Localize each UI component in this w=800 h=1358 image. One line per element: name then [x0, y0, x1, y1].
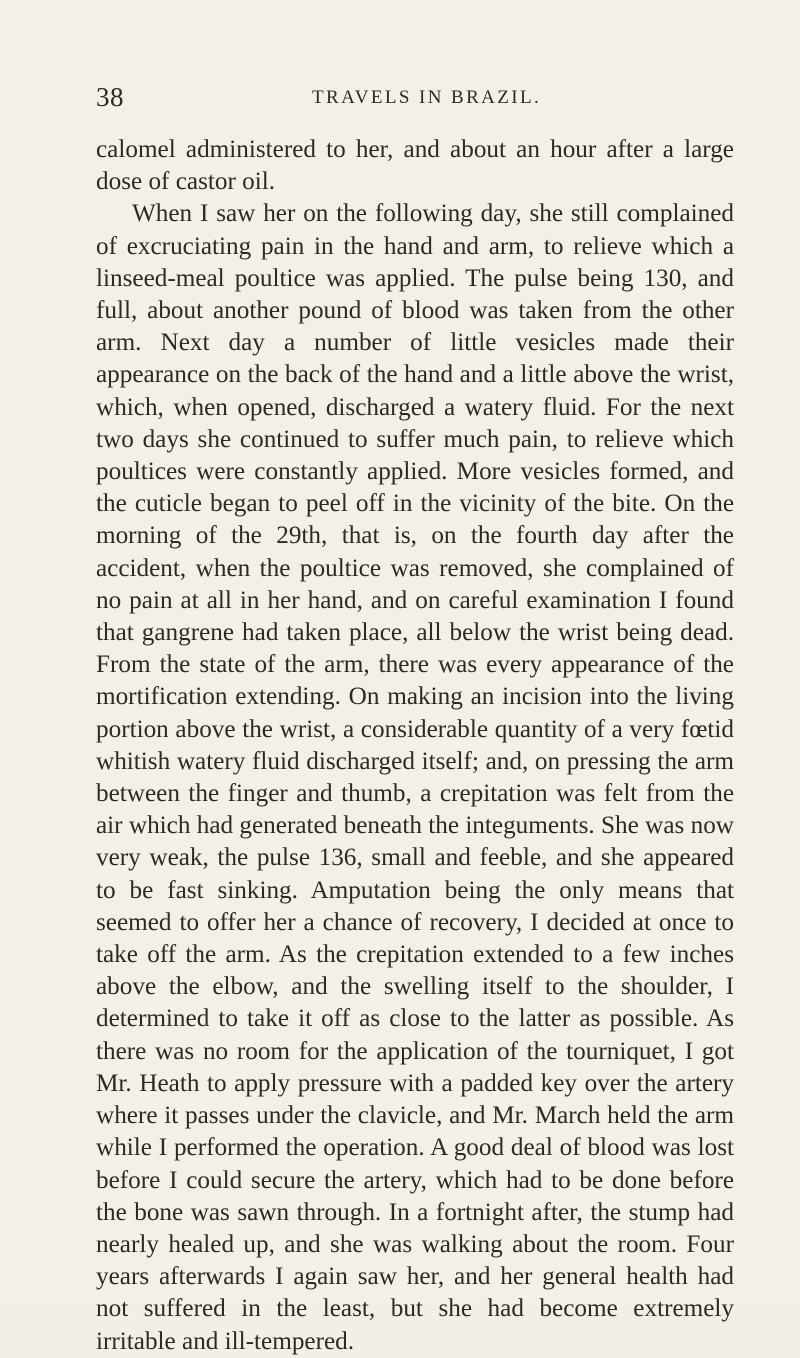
body-text: [96, 134, 734, 1358]
page-header: [96, 82, 726, 112]
paragraph-continued: calomel administered to her, and about an hour after a large dose of castor oil.: [96, 136, 734, 196]
paragraph-case-description: When I saw her on the following day, she still complained of excruciating pain in the hand and arm, to relieve which a linseed-meal poultice was applied. The pulse being 130, and full, about another pound of blood was taken from the other arm. Next day a number of little vesicles made their appearance on the back of the hand and a little above the wrist, which, when opened, discharged a watery fluid. For the next two days she continued to suffer much pain, to relieve which poultices were constantly applied. More vesicles formed, and the cuticle began to peel off in the vicinity of the bite. On the morning of the 29th, that is, on the fourth day after the accident, when the poultice was removed, she complained of no pain at all in her hand, and on careful examination I found that gangrene had taken place, all below the wrist being dead. From the state of the arm, there was every appearance of the mortification extending. On making an incision into the living portion above the wrist, a considerable quantity of a very fœtid whitish watery fluid discharged itself; and, on pressing the arm between the finger and thumb, a crepitation was felt from the air which had generated beneath the integuments. She was now very weak, the pulse 136, small and feeble, and she appeared to be fast sinking. Amputation being the only means that seemed to offer her a chance of recovery, I decided at once to take off the arm. As the crepitation extended to a few inches above the elbow, and the swelling itself to the shoulder, I determined to take it off as close to the latter as possible. As there was no room for the application of the tourniquet, I got Mr. Heath to apply pressure with a padded key over the artery where it passes under the clavicle, and Mr. March held the arm while I performed the operation. A good deal of blood was lost before I could secure the artery, which had to be done before the bone was sawn through. In a fortnight after, the stump had nearly healed up, and she was walking about the room. Four years afterwards I again saw her, and her general health had not suffered in the least, but she had become extremely irritable and ill-tempered.: [96, 200, 734, 1355]
page-number: 38: [96, 82, 124, 112]
running-title: TRAVELS IN BRAZIL.: [312, 87, 542, 108]
